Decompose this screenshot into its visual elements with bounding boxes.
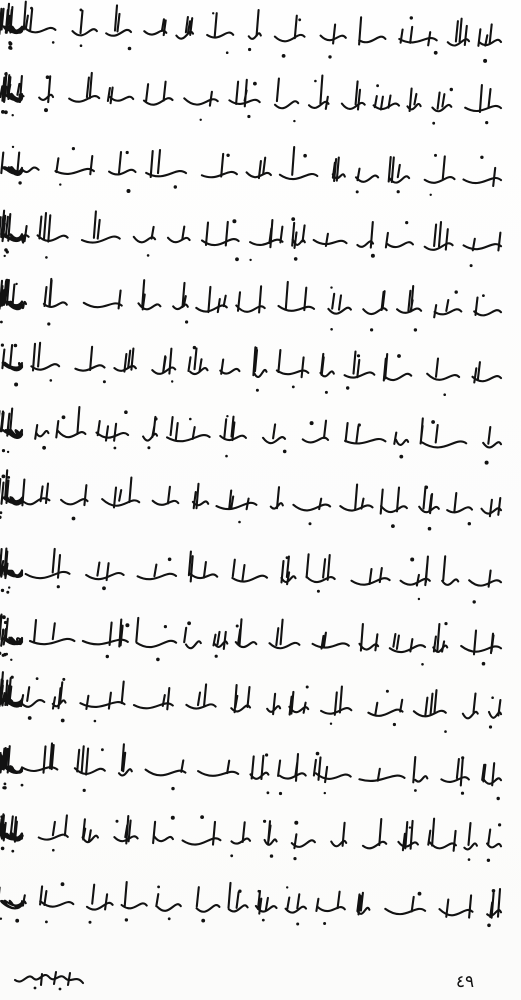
manuscript-line <box>10 142 511 206</box>
manuscript-line <box>10 8 511 72</box>
manuscript-line <box>10 477 511 541</box>
manuscript-line <box>10 611 511 675</box>
manuscript-line <box>10 209 511 273</box>
manuscript-line-script <box>10 611 511 675</box>
manuscript-line <box>10 678 511 742</box>
manuscript-line-script <box>10 879 511 943</box>
manuscript-line <box>10 544 511 608</box>
manuscript-line <box>10 812 511 876</box>
manuscript-line-script <box>10 812 511 876</box>
manuscript-line-script <box>10 477 511 541</box>
manuscript-line-script <box>10 745 511 809</box>
manuscript-text-block <box>10 0 511 1000</box>
manuscript-line <box>10 410 511 474</box>
manuscript-line <box>10 276 511 340</box>
manuscript-line-script <box>10 209 511 273</box>
catchword <box>8 966 88 992</box>
manuscript-line <box>10 75 511 139</box>
manuscript-line <box>10 343 511 407</box>
catchword-script <box>8 966 88 992</box>
manuscript-line-script <box>10 75 511 139</box>
manuscript-line <box>10 879 511 943</box>
manuscript-line-script <box>10 8 511 72</box>
manuscript-line-script <box>10 142 511 206</box>
manuscript-line-script <box>10 544 511 608</box>
manuscript-line-script <box>10 343 511 407</box>
manuscript-line <box>10 745 511 809</box>
manuscript-line-script <box>10 678 511 742</box>
manuscript-line-script <box>10 276 511 340</box>
manuscript-line-script <box>10 410 511 474</box>
page-number: ٤٩ <box>455 972 475 992</box>
